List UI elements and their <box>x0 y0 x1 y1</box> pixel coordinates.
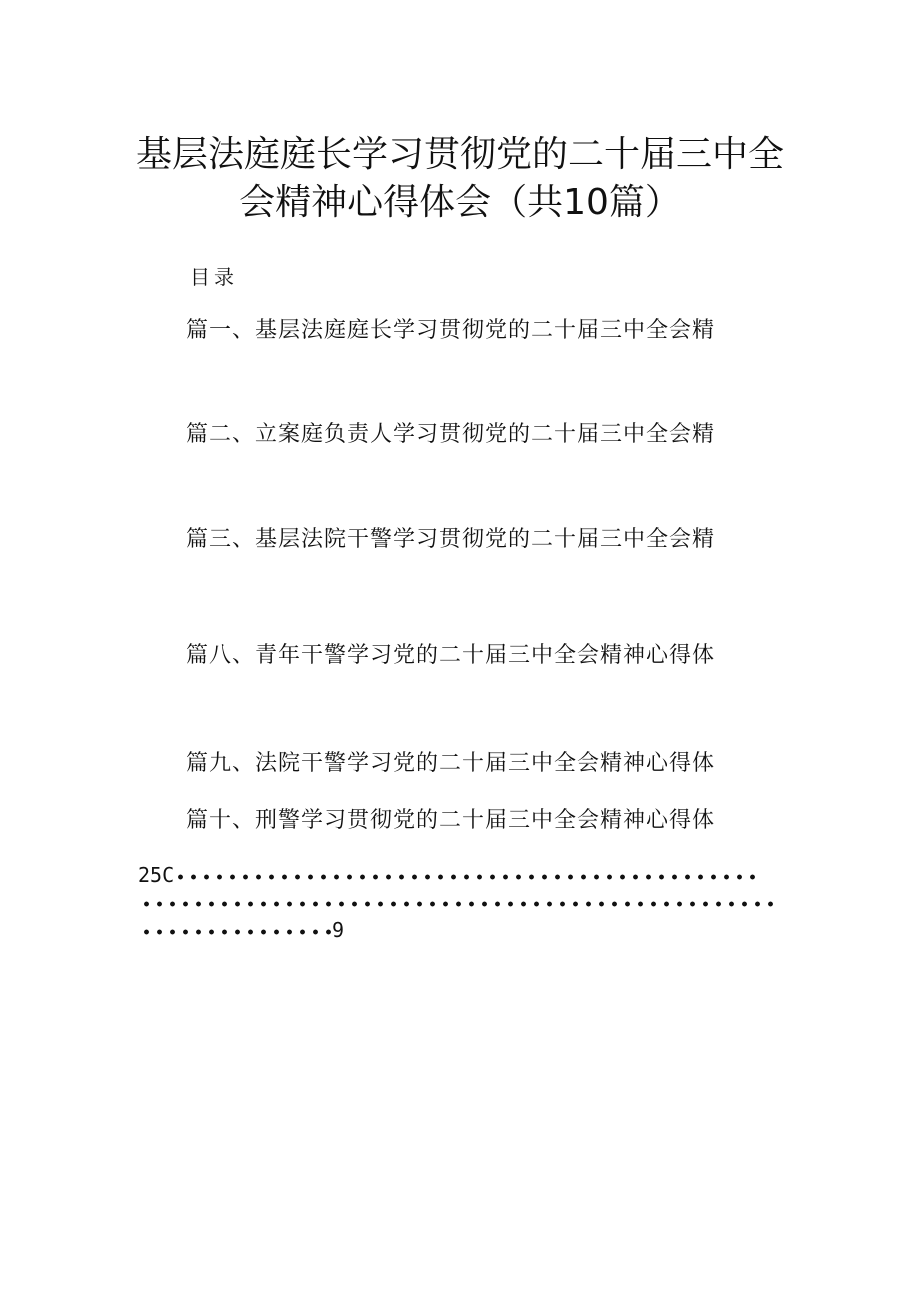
toc-leader-row-1 <box>138 862 762 888</box>
toc-item-3[interactable]: 篇三、基层法院干警学习贯彻党的二十届三中全会精 <box>186 527 716 552</box>
toc-item-10[interactable]: 篇十、刑警学习贯彻党的二十届三中全会精神心得体 <box>186 808 716 833</box>
document-title-line-2: 会精神心得体会（共10篇） <box>239 182 681 223</box>
toc-item-2[interactable]: 篇二、立案庭负责人学习贯彻党的二十届三中全会精 <box>186 422 716 447</box>
toc-item-8[interactable]: 篇八、青年干警学习党的二十届三中全会精神心得体 <box>186 643 716 668</box>
toc-item-9[interactable]: 篇九、法院干警学习党的二十届三中全会精神心得体 <box>186 751 716 776</box>
document-title-line-1: 基层法庭庭长学习贯彻党的二十届三中全 <box>135 134 784 175</box>
toc-leader-row-2 <box>138 889 776 915</box>
dot-leader <box>140 927 332 937</box>
toc-item-1[interactable]: 篇一、基层法庭庭长学习贯彻党的二十届三中全会精 <box>186 318 716 343</box>
dot-leader <box>174 872 762 882</box>
toc-leader-row-3 <box>138 917 344 943</box>
toc-heading: 目录 <box>190 265 238 289</box>
toc-leader-prefix: 25C <box>138 863 175 887</box>
dot-leader <box>140 899 776 909</box>
toc-page-number: 9 <box>332 918 345 942</box>
